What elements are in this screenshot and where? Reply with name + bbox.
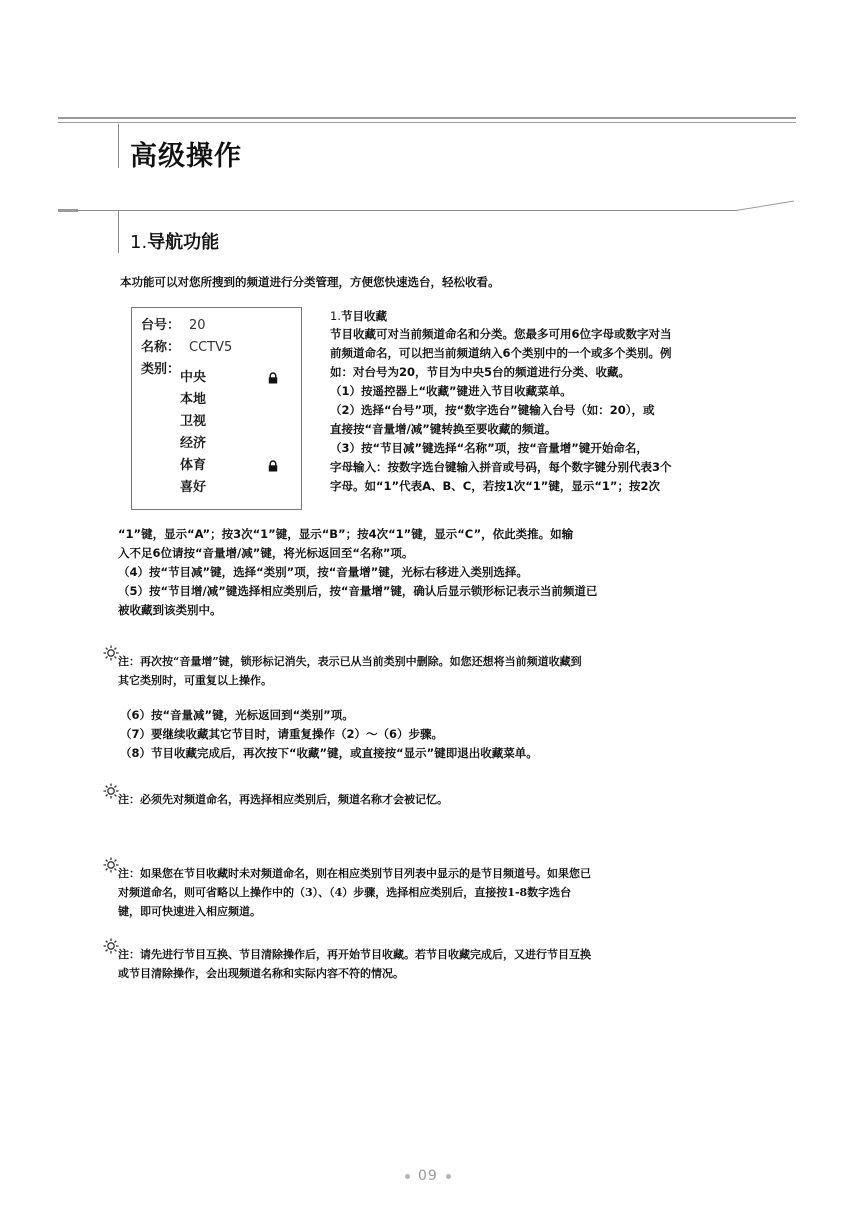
channel-category-row xyxy=(141,360,180,380)
section-rule-stub xyxy=(58,209,78,212)
text-line: 节目收藏可对当前频道命名和分类。您最多可用6位字母或数字对当 xyxy=(330,327,672,341)
note-1 xyxy=(118,652,794,690)
chapter-rule-bottom xyxy=(58,122,796,123)
lock-icon xyxy=(268,372,278,384)
note-line: 或节目清除操作，会出现频道名称和实际内容不符的情况。 xyxy=(118,967,404,980)
section-number: 1. xyxy=(130,232,148,253)
intro-paragraph: 本功能可以对您所搜到的频道进行分类管理，方便您快速选台，轻松收看。 xyxy=(120,275,500,289)
text-line: 字母。如“1”代表A、B、C，若按1次“1”键，显示“1”；按2次 xyxy=(330,479,660,493)
category-item xyxy=(180,456,206,476)
note-3 xyxy=(118,864,794,921)
note-line: 注：如果您在节目收藏时未对频道命名，则在相应类别节目列表中显示的是节目频道号。如果您已 xyxy=(118,867,591,880)
text-line: 字母输入：按数字选台键输入拼音或号码，每个数字键分别代表3个 xyxy=(330,460,672,474)
note-line: 对频道命名，则可省略以上操作中的（3）、（4）步骤，选择相应类别后，直接按1-8数字选台 xyxy=(118,886,572,899)
favorites-heading xyxy=(330,307,790,325)
text-line: 如：对台号为20，节目为中央5台的频道进行分类、收藏。 xyxy=(330,365,631,379)
text-line: 入不足6位请按“音量增/减”键，将光标返回至“名称”项。 xyxy=(118,546,414,560)
channel-category-label: 类别： xyxy=(141,362,181,377)
note-line: 其它类别时，可重复以上操作。 xyxy=(118,674,272,687)
category-item xyxy=(180,478,206,498)
category-name: 中央 xyxy=(180,370,207,385)
category-item xyxy=(180,434,206,454)
page-number-dot-right xyxy=(446,1174,451,1179)
chapter-rule-top xyxy=(58,117,796,119)
text-line: （4）按“节目减”键，选择“类别”项，按“音量增”键，光标右移进入类别选择。 xyxy=(118,565,528,579)
category-name: 喜好 xyxy=(180,480,207,495)
text-line: （8）节目收藏完成后，再次按下“收藏”键，或直接按“显示”键即退出收藏菜单。 xyxy=(120,746,538,760)
text-line: 前频道命名，可以把当前频道纳入6个类别中的一个或多个类别。例 xyxy=(330,346,672,360)
favorites-right-column xyxy=(330,307,790,496)
text-line: （3）按“节目减”键选择“名称”项，按“音量增”键开始命名， xyxy=(330,441,648,455)
section-rule xyxy=(76,210,738,211)
channel-name-label: 名称： xyxy=(141,340,181,355)
note-2 xyxy=(118,790,794,809)
category-item xyxy=(180,390,206,410)
page-number xyxy=(397,1168,459,1184)
channel-name-row xyxy=(141,338,233,358)
favorites-heading-number: 1. xyxy=(330,309,341,323)
sun-bulb-icon xyxy=(103,857,119,873)
note-4 xyxy=(118,945,794,983)
channel-number-label: 台号： xyxy=(141,318,181,333)
text-line: 被收藏到该类别中。 xyxy=(118,603,222,617)
sun-bulb-icon xyxy=(103,783,119,799)
page-number-dot-left xyxy=(405,1174,410,1179)
text-line: （2）选择“台号”项，按“数字选台”键输入台号（如：20），或 xyxy=(330,403,655,417)
favorites-steps-continued xyxy=(118,525,794,620)
category-name: 卫视 xyxy=(180,414,207,429)
text-line: “1”键，显示“A”；按3次“1”键，显示“B”；按4次“1”键，显示“C”，依此类推。如输 xyxy=(118,527,574,541)
page-number-text: 09 xyxy=(418,1168,438,1184)
favorites-description xyxy=(330,325,790,496)
text-line: （5）按“节目增/减”键选择相应类别后，按“音量增”键，确认后显示锁形标记表示当前频道已 xyxy=(118,584,598,598)
text-line: （1）按遥控器上“收藏”键进入节目收藏菜单。 xyxy=(330,384,572,398)
note-line: 注：必须先对频道命名，再选择相应类别后，频道名称才会被记忆。 xyxy=(118,793,448,806)
favorites-steps-final xyxy=(120,706,796,763)
favorites-heading-text: 节目收藏 xyxy=(340,309,387,323)
text-line: （7）要继续收藏其它节目时，请重复操作（2）～（6）步骤。 xyxy=(120,727,444,741)
section-title xyxy=(130,228,219,254)
category-name: 体育 xyxy=(180,458,207,473)
chapter-title-bar xyxy=(118,124,119,168)
text-line: 直接按“音量增/减”键转换至要收藏的频道。 xyxy=(330,422,557,436)
note-line: 键，即可快速进入相应频道。 xyxy=(118,905,261,918)
note-line: 注：请先进行节目互换、节目清除操作后，再开始节目收藏。若节目收藏完成后，又进行节目互换 xyxy=(118,948,591,961)
section-rule-slant xyxy=(736,200,796,212)
channel-number-value: 20 xyxy=(189,318,206,333)
lock-icon xyxy=(268,460,278,472)
chapter-title: 高级操作 xyxy=(130,141,242,172)
channel-info-box xyxy=(131,307,302,510)
sun-bulb-icon xyxy=(103,938,119,954)
category-name: 本地 xyxy=(180,392,207,407)
category-item xyxy=(180,368,206,388)
category-item xyxy=(180,412,206,432)
note-line: 注：再次按“音量增”键，锁形标记消失，表示已从当前类别中删除。如您还想将当前频道收藏到 xyxy=(118,655,582,668)
channel-number-row xyxy=(141,316,206,336)
category-name: 经济 xyxy=(180,436,207,451)
channel-name-value: CCTV5 xyxy=(189,340,233,355)
section-title-bar xyxy=(118,211,119,253)
sun-bulb-icon xyxy=(103,645,119,661)
text-line: （6）按“音量减”键，光标返回到“类别”项。 xyxy=(120,708,354,722)
section-title-text: 导航功能 xyxy=(147,232,220,253)
